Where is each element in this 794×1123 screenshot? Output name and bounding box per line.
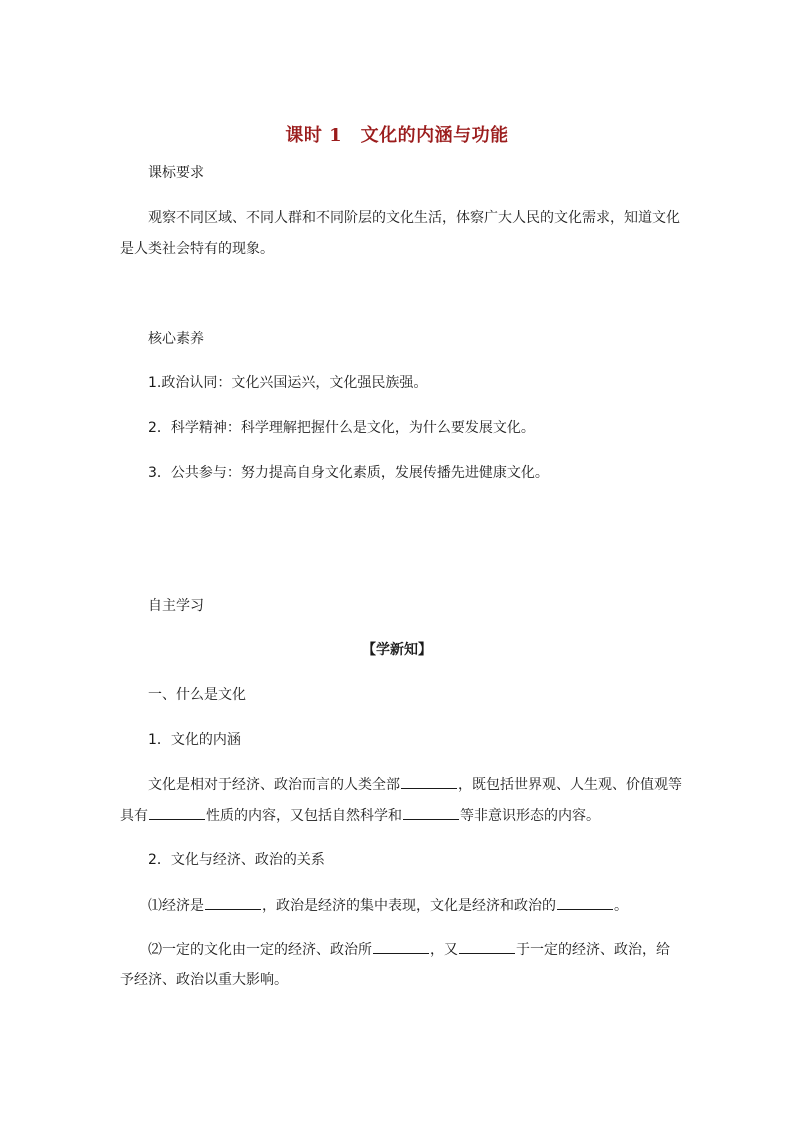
- curriculum-text-line2: 是人类社会特有的现象。: [120, 241, 274, 257]
- culture-definition-line2: 具有 性质的内容，又包括自然科学和 等非意识形态的内容。: [120, 805, 600, 826]
- learn-new-knowledge-heading: 【学新知】: [362, 642, 432, 658]
- relation-item-1: ⑴经济是 ，政治是经济的集中表现，文化是经济和政治的 。: [148, 895, 628, 916]
- fill-blank: [149, 805, 205, 820]
- core-item-3: 3．公共参与：努力提高自身文化素质，发展传播先进健康文化。: [148, 465, 549, 481]
- self-study-heading: 自主学习: [148, 598, 204, 614]
- curriculum-heading: 课标要求: [148, 165, 204, 181]
- fill-blank: [459, 939, 515, 954]
- point-two-heading: 2．文化与经济、政治的关系: [148, 852, 325, 868]
- core-heading: 核心素养: [148, 331, 204, 347]
- fill-blank: [373, 939, 429, 954]
- fill-blank: [557, 895, 613, 910]
- part-one-heading: 一、什么是文化: [148, 687, 246, 703]
- fill-blank: [401, 774, 457, 789]
- relation-item-2-line2: 予经济、政治以重大影响。: [120, 972, 288, 988]
- point-one-heading: 1．文化的内涵: [148, 732, 241, 748]
- lesson-title: 课时 1 文化的内涵与功能: [285, 125, 509, 146]
- fill-blank: [403, 805, 459, 820]
- fill-blank: [205, 895, 261, 910]
- core-item-1: 1.政治认同：文化兴国运兴，文化强民族强。: [148, 375, 428, 391]
- relation-item-2-line1: ⑵一定的文化由一定的经济、政治所 ，又 于一定的经济、政治，给: [148, 939, 670, 960]
- core-item-2: 2．科学精神：科学理解把握什么是文化，为什么要发展文化。: [148, 420, 535, 436]
- curriculum-text-line1: 观察不同区域、不同人群和不同阶层的文化生活，体察广大人民的文化需求，知道文化: [148, 210, 680, 226]
- culture-definition-line1: 文化是相对于经济、政治而言的人类全部 ，既包括世界观、人生观、价值观等: [148, 774, 682, 795]
